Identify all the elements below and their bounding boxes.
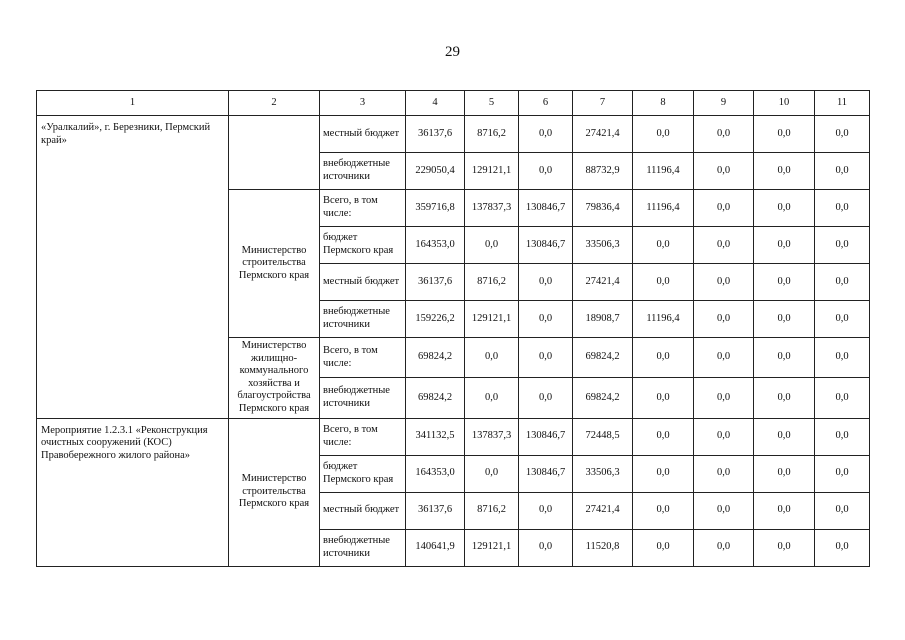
amount-cell: 0,0 — [815, 418, 870, 455]
amount-cell: 69824,2 — [573, 378, 633, 418]
responsible-agency: Министерство строительства Пермского края — [229, 190, 320, 338]
amount-cell: 88732,9 — [573, 153, 633, 190]
amount-cell: 0,0 — [754, 455, 815, 492]
funding-source: местный бюджет — [320, 492, 406, 529]
amount-cell: 0,0 — [633, 418, 694, 455]
table-body — [37, 116, 870, 567]
amount-cell: 72448,5 — [573, 418, 633, 455]
column-number-10: 10 — [754, 91, 815, 116]
amount-cell: 130846,7 — [519, 455, 573, 492]
amount-cell: 0,0 — [815, 153, 870, 190]
amount-cell: 0,0 — [815, 116, 870, 153]
amount-cell: 0,0 — [815, 529, 870, 566]
amount-cell: 0,0 — [754, 492, 815, 529]
amount-cell: 69824,2 — [406, 338, 465, 378]
amount-cell: 79836,4 — [573, 190, 633, 227]
funding-source: бюджет Пермского края — [320, 227, 406, 264]
amount-cell: 69824,2 — [406, 378, 465, 418]
amount-cell: 0,0 — [633, 492, 694, 529]
amount-cell: 229050,4 — [406, 153, 465, 190]
column-number-5: 5 — [465, 91, 519, 116]
amount-cell: 36137,6 — [406, 492, 465, 529]
amount-cell: 129121,1 — [465, 301, 519, 338]
amount-cell: 11196,4 — [633, 190, 694, 227]
column-number-1: 1 — [37, 91, 229, 116]
funding-source: внебюджетные источники — [320, 378, 406, 418]
amount-cell: 140641,9 — [406, 529, 465, 566]
funding-source: местный бюджет — [320, 116, 406, 153]
amount-cell: 0,0 — [754, 529, 815, 566]
amount-cell: 0,0 — [519, 378, 573, 418]
amount-cell: 0,0 — [694, 190, 754, 227]
column-number-3: 3 — [320, 91, 406, 116]
amount-cell: 129121,1 — [465, 153, 519, 190]
responsible-agency — [229, 116, 320, 190]
amount-cell: 0,0 — [815, 338, 870, 378]
amount-cell: 36137,6 — [406, 116, 465, 153]
amount-cell: 164353,0 — [406, 227, 465, 264]
amount-cell: 0,0 — [694, 418, 754, 455]
column-number-11: 11 — [815, 91, 870, 116]
amount-cell: 11520,8 — [573, 529, 633, 566]
budget-table — [36, 90, 870, 567]
amount-cell: 0,0 — [633, 378, 694, 418]
funding-source: местный бюджет — [320, 264, 406, 301]
funding-source: Всего, в том числе: — [320, 338, 406, 378]
amount-cell: 0,0 — [519, 529, 573, 566]
table-header — [37, 91, 870, 116]
amount-cell: 0,0 — [694, 116, 754, 153]
funding-source: бюджет Пермского края — [320, 455, 406, 492]
funding-source: внебюджетные источники — [320, 301, 406, 338]
amount-cell: 137837,3 — [465, 190, 519, 227]
amount-cell: 0,0 — [815, 264, 870, 301]
amount-cell: 0,0 — [465, 378, 519, 418]
amount-cell: 27421,4 — [573, 492, 633, 529]
amount-cell: 0,0 — [754, 301, 815, 338]
column-number-4: 4 — [406, 91, 465, 116]
amount-cell: 130846,7 — [519, 227, 573, 264]
amount-cell: 0,0 — [754, 153, 815, 190]
funding-source: Всего, в том числе: — [320, 190, 406, 227]
amount-cell: 341132,5 — [406, 418, 465, 455]
amount-cell: 0,0 — [465, 455, 519, 492]
amount-cell: 33506,3 — [573, 227, 633, 264]
amount-cell: 0,0 — [633, 116, 694, 153]
amount-cell: 164353,0 — [406, 455, 465, 492]
amount-cell: 8716,2 — [465, 264, 519, 301]
funding-source: Всего, в том числе: — [320, 418, 406, 455]
amount-cell: 0,0 — [694, 153, 754, 190]
amount-cell: 137837,3 — [465, 418, 519, 455]
amount-cell: 36137,6 — [406, 264, 465, 301]
amount-cell: 0,0 — [519, 264, 573, 301]
measure-name: «Уралкалий», г. Березники, Пермский край» — [37, 116, 229, 419]
amount-cell: 0,0 — [815, 492, 870, 529]
amount-cell: 8716,2 — [465, 492, 519, 529]
amount-cell: 0,0 — [633, 529, 694, 566]
amount-cell: 0,0 — [694, 227, 754, 264]
amount-cell: 359716,8 — [406, 190, 465, 227]
amount-cell: 0,0 — [519, 153, 573, 190]
amount-cell: 0,0 — [519, 492, 573, 529]
amount-cell: 0,0 — [754, 338, 815, 378]
amount-cell: 18908,7 — [573, 301, 633, 338]
amount-cell: 0,0 — [815, 190, 870, 227]
amount-cell: 0,0 — [633, 338, 694, 378]
funding-source: внебюджетные источники — [320, 529, 406, 566]
funding-source: внебюджетные источники — [320, 153, 406, 190]
amount-cell: 0,0 — [754, 418, 815, 455]
amount-cell: 0,0 — [754, 227, 815, 264]
amount-cell: 0,0 — [633, 455, 694, 492]
column-number-6: 6 — [519, 91, 573, 116]
amount-cell: 0,0 — [815, 378, 870, 418]
amount-cell: 11196,4 — [633, 153, 694, 190]
amount-cell: 0,0 — [754, 190, 815, 227]
column-number-7: 7 — [573, 91, 633, 116]
amount-cell: 11196,4 — [633, 301, 694, 338]
amount-cell: 69824,2 — [573, 338, 633, 378]
amount-cell: 130846,7 — [519, 418, 573, 455]
amount-cell: 0,0 — [815, 301, 870, 338]
amount-cell: 0,0 — [754, 116, 815, 153]
amount-cell: 159226,2 — [406, 301, 465, 338]
page-number: 29 — [445, 44, 460, 60]
table-row — [37, 418, 870, 455]
table-row — [37, 116, 870, 153]
amount-cell: 130846,7 — [519, 190, 573, 227]
column-number-8: 8 — [633, 91, 694, 116]
responsible-agency: Министерство жилищно-коммунального хозяйства и благоустройства Пермского края — [229, 338, 320, 419]
amount-cell: 0,0 — [633, 264, 694, 301]
amount-cell: 0,0 — [694, 455, 754, 492]
responsible-agency: Министерство строительства Пермского края — [229, 418, 320, 566]
amount-cell: 0,0 — [519, 301, 573, 338]
amount-cell: 0,0 — [815, 227, 870, 264]
amount-cell: 0,0 — [519, 338, 573, 378]
amount-cell: 0,0 — [465, 338, 519, 378]
amount-cell: 0,0 — [694, 338, 754, 378]
amount-cell: 0,0 — [633, 227, 694, 264]
amount-cell: 0,0 — [694, 301, 754, 338]
amount-cell: 27421,4 — [573, 116, 633, 153]
amount-cell: 0,0 — [694, 529, 754, 566]
amount-cell: 0,0 — [694, 378, 754, 418]
amount-cell: 129121,1 — [465, 529, 519, 566]
column-number-2: 2 — [229, 91, 320, 116]
amount-cell: 0,0 — [754, 378, 815, 418]
amount-cell: 0,0 — [694, 264, 754, 301]
measure-name: Мероприятие 1.2.3.1 «Реконструкция очистных сооружений (КОС) Правобережного жилого района» — [37, 418, 229, 566]
amount-cell: 0,0 — [694, 492, 754, 529]
amount-cell: 0,0 — [815, 455, 870, 492]
header-row — [37, 91, 870, 116]
amount-cell: 27421,4 — [573, 264, 633, 301]
amount-cell: 0,0 — [754, 264, 815, 301]
column-number-9: 9 — [694, 91, 754, 116]
amount-cell: 0,0 — [465, 227, 519, 264]
amount-cell: 33506,3 — [573, 455, 633, 492]
amount-cell: 8716,2 — [465, 116, 519, 153]
amount-cell: 0,0 — [519, 116, 573, 153]
